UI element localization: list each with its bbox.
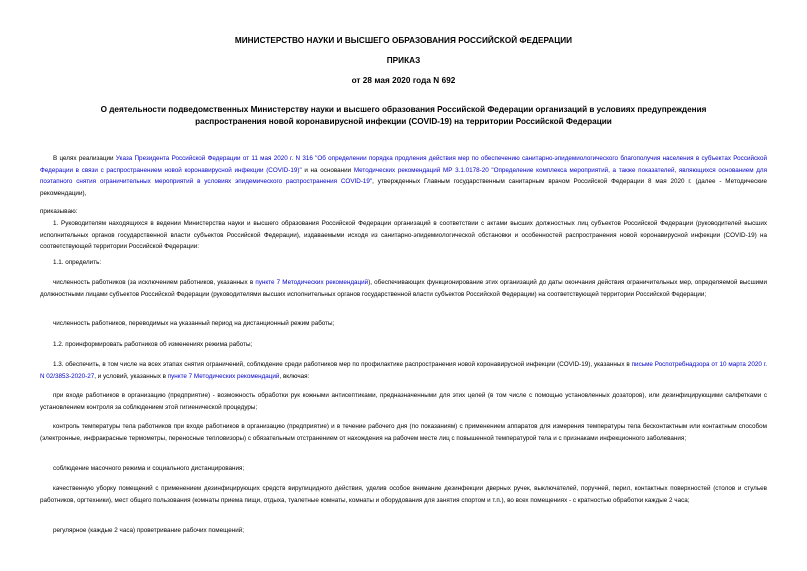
preamble-text-1: В целях реализации (53, 155, 116, 162)
prikazyvayu: приказываю: (40, 208, 78, 215)
preamble-paragraph (40, 153, 767, 199)
point-7-link-2[interactable]: пункте 7 Методических рекомендаций (167, 372, 280, 380)
paragraph-mask-regime: соблюдение масочного режима и социального дистанцирования; (53, 465, 245, 472)
doc-title (40, 104, 767, 127)
ukaz-link[interactable]: Указа Президента Российской Федерации от 11 мая 2020 г. N 316 "Об определении порядка продления действия мер по обеспечению санитарно-эпидемиологического благополучия населения в субъектах Российской Федерации в связи с распространением новой коронавирусной инфекции (COVID-19)" (40, 155, 767, 174)
doc-date-number: от 28 мая 2020 года N 692 (351, 76, 456, 85)
doc-title-line2: распространения новой коронавирусной инфекции (COVID-19) на территории Российской Федерации (195, 116, 612, 126)
preamble-text-3: , утвержденных Главным государственным санитарным врачом Российской Федерации 8 мая 2020 г. (далее - Методические рекомендации), (40, 178, 767, 197)
paragraph-temperature-control: контроль температуры тела работников при входе работников в организацию (предприятие) и в течение рабочего дня (по показаниям) с применением аппаратов для измерения температуры тела бесконтактным или контактным способом (электронные, инфракрасные термометры, переносные тепловизоры) с обязательным отстранением от нахождения на рабочем месте лиц с повышенной температурой тела и с признаками инфекционного заболевания; (40, 423, 767, 442)
p13-text-2: , и условий, указанных в (94, 372, 168, 380)
paragraph-1: 1. Руководителям находящихся в ведении Министерства науки и высшего образования Российской Федерации организаций в соответствии с актами высших должностных лиц субъектов Российской Федерации (руководителей высших исполнительных органов государственной власти субъектов Российской Федерации), издаваемыми исходя из санитарно-эпидемиологической обстановки и особенностей распространения новой коронавирусной инфекции (COVID-19) на соответствующей территории Российской Федерации: (40, 220, 767, 251)
paragraph-entry-hygiene: при входе работников в организацию (предприятие) - возможность обработки рук кожными антисептиками, предназначенными для этих целей (в том числе с помощью установленных дозаторов), или дезинфицирующими салфетками с установлением контроля за соблюдением этой гигиенической процедуры; (40, 392, 767, 411)
paragraph-count-workers (40, 277, 767, 300)
methodical-recommendations-link[interactable]: Методических рекомендаций МР 3.1.0178-20 "Определение комплекса мероприятий, а также показателей, являющихся основанием для поэтапного снятия ограничительных мероприятий в условиях эпидемического распространения COVID-19" (40, 166, 767, 186)
paragraph-remote-workers: численность работников, переводимых на указанный период на дистанционный режим работы; (53, 320, 335, 327)
doc-type-heading: ПРИКАЗ (386, 56, 421, 65)
paragraph-1-1: 1.1. определить: (53, 259, 102, 266)
ministry-heading: МИНИСТЕРСТВО НАУКИ И ВЫСШЕГО ОБРАЗОВАНИЯ РОССИЙСКОЙ ФЕДЕРАЦИИ (234, 36, 573, 45)
count-text-2: ), обеспечивающих функционирование этих организаций до даты окончания действия ограничительных мер, определяемой высшими должностными лицами субъектов Российской Федерации (руководителями высших исполнительных органов государственной власти субъектов Российской Федерации) на соответствующей территории Российской Федерации; (40, 279, 767, 298)
p13-text-1: 1.3. обеспечить, в том числе на всех этапах снятия ограничений, соблюдение среди работников мер по профилактике распространения новой коронавирусной инфекции (COVID-19), указанных в (53, 361, 632, 368)
rospotrebnadzor-letter-link[interactable]: письме Роспотребнадзора от 10 марта 2020 г. N 02/3853-2020-27 (40, 361, 767, 380)
paragraph-ventilation: регулярное (каждые 2 часа) проветривание рабочих помещений; (53, 527, 245, 534)
doc-title-line1: О деятельности подведомственных Министерству науки и высшего образования Российской Федерации организаций в условиях предупреждения (100, 105, 707, 114)
paragraph-1-2: 1.2. проинформировать работников об изменениях режима работы; (53, 341, 253, 348)
point-7-link[interactable]: пункте 7 Методических рекомендаций (255, 279, 369, 286)
paragraph-1-3 (40, 359, 767, 382)
count-text-1: численность работников (за исключением работников, указанных в (53, 279, 256, 286)
paragraph-cleaning: качественную уборку помещений с применением дезинфицирующих средств вирулицидного действия, уделив особое внимание дезинфекции дверных ручек, выключателей, поручней, перил, контактных поверхностей (столов и стульев работников, оргтехники), мест общего пользования (комнаты приема пищи, отдыха, туалетные комнаты, комнаты и оборудования для занятия спортом и т.п.), во всех помещениях - с кратностью обработки каждые 2 часа; (40, 485, 767, 504)
p13-text-3: , включая: (279, 372, 310, 380)
preamble-text-2: и на основании (301, 166, 354, 174)
